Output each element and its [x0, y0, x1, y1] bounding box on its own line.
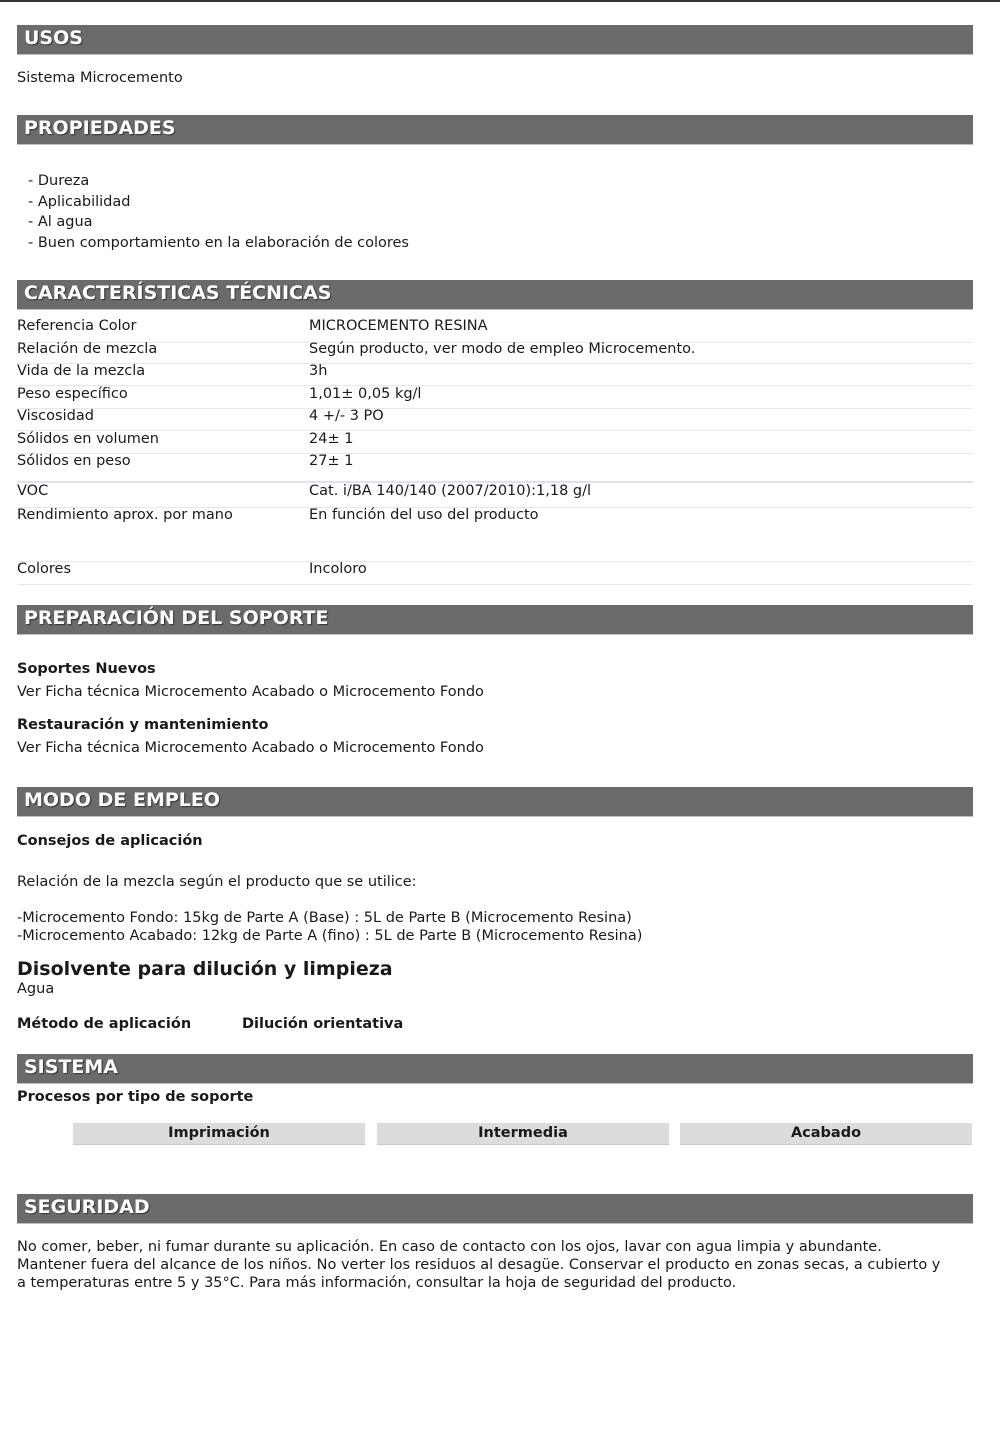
- table-row: [17, 341, 973, 364]
- table-row: [17, 408, 973, 431]
- list-item: - Dureza: [28, 173, 90, 189]
- row-value: 3h: [309, 363, 328, 379]
- seguridad-line: Mantener fuera del alcance de los niños. No verter los residuos al desagüe. Conservar el producto en zonas secas, a cubierto y: [17, 1257, 941, 1273]
- section-header-seguridad: SEGURIDAD: [17, 1194, 973, 1224]
- section-header-sistema: SISTEMA: [17, 1054, 973, 1084]
- table-row: [17, 483, 973, 508]
- table-row: [17, 318, 973, 343]
- row-key: Sólidos en peso: [17, 453, 131, 469]
- usos-text: Sistema Microcemento: [17, 70, 183, 86]
- row-key: Colores: [17, 561, 72, 577]
- metodo-label: Método de aplicación: [17, 1016, 192, 1032]
- dilucion-label: Dilución orientativa: [242, 1016, 404, 1032]
- fondo-text: -Microcemento Fondo: 15kg de Parte A (Base) : 5L de Parte B (Microcemento Resina): [17, 910, 632, 926]
- row-key: Vida de la mezcla: [17, 363, 146, 379]
- column-header-acabado: Acabado: [680, 1123, 972, 1145]
- column-header-imprimacion: Imprimación: [73, 1123, 365, 1145]
- list-item: - Buen comportamiento en la elaboración de colores: [28, 235, 409, 252]
- row-value: 4 +/- 3 PO: [309, 408, 384, 424]
- row-key: Viscosidad: [17, 408, 94, 424]
- table-row: [17, 431, 973, 454]
- table-row: [17, 507, 973, 562]
- properties-list: [28, 171, 409, 254]
- seguridad-line: No comer, beber, ni fumar durante su aplicación. En caso de contacto con los ojos, lavar con agua limpia y abundante.: [17, 1239, 882, 1255]
- row-key: Rendimiento aprox. por mano: [17, 507, 233, 523]
- row-value: En función del uso del producto: [309, 507, 539, 523]
- table-row: [17, 453, 973, 483]
- soportes-nuevos-title: Soportes Nuevos: [17, 661, 156, 677]
- row-value: Cat. i/BA 140/140 (2007/2010):1,18 g/l: [309, 483, 592, 499]
- acabado-text: -Microcemento Acabado: 12kg de Parte A (fino) : 5L de Parte B (Microcemento Resina): [17, 928, 643, 944]
- disolvente-text: Agua: [17, 981, 55, 997]
- consejos-title: Consejos de aplicación: [17, 833, 203, 849]
- soportes-nuevos-text: Ver Ficha técnica Microcemento Acabado o Microcemento Fondo: [17, 684, 484, 700]
- procesos-title: Procesos por tipo de soporte: [17, 1089, 254, 1105]
- row-value: 24± 1: [309, 431, 354, 447]
- list-item: - Aplicabilidad: [28, 193, 131, 210]
- section-header-modo-empleo: MODO DE EMPLEO: [17, 787, 973, 817]
- restauracion-title: Restauración y mantenimiento: [17, 717, 269, 733]
- column-header-intermedia: Intermedia: [377, 1123, 669, 1145]
- row-key: Relación de mezcla: [17, 341, 158, 357]
- disolvente-title: Disolvente para dilución y limpieza: [17, 958, 393, 980]
- row-key: Sólidos en volumen: [17, 431, 159, 447]
- list-item: - Al agua: [28, 214, 93, 231]
- row-value: Según producto, ver modo de empleo Microcemento.: [309, 341, 696, 357]
- seguridad-line: a temperaturas entre 5 y 35°C. Para más información, consultar la hoja de seguridad del producto.: [17, 1275, 737, 1291]
- row-key: Referencia Color: [17, 318, 137, 334]
- table-row: [17, 386, 973, 409]
- section-header-caracteristicas: CARACTERÍSTICAS TÉCNICAS: [17, 280, 973, 310]
- section-header-preparacion: PREPARACIÓN DEL SOPORTE: [17, 605, 973, 635]
- table-row: [17, 363, 973, 386]
- table-row: [17, 561, 973, 585]
- relacion-text: Relación de la mezcla según el producto que se utilice:: [17, 874, 417, 890]
- row-key: VOC: [17, 483, 49, 499]
- row-value: Incoloro: [309, 561, 367, 577]
- row-key: Peso específico: [17, 386, 128, 402]
- row-value: MICROCEMENTO RESINA: [309, 318, 488, 334]
- restauracion-text: Ver Ficha técnica Microcemento Acabado o Microcemento Fondo: [17, 740, 484, 756]
- section-header-propiedades: PROPIEDADES: [17, 115, 973, 145]
- section-header-usos: USOS: [17, 25, 973, 55]
- row-value: 1,01± 0,05 kg/l: [309, 386, 422, 402]
- row-value: 27± 1: [309, 453, 354, 469]
